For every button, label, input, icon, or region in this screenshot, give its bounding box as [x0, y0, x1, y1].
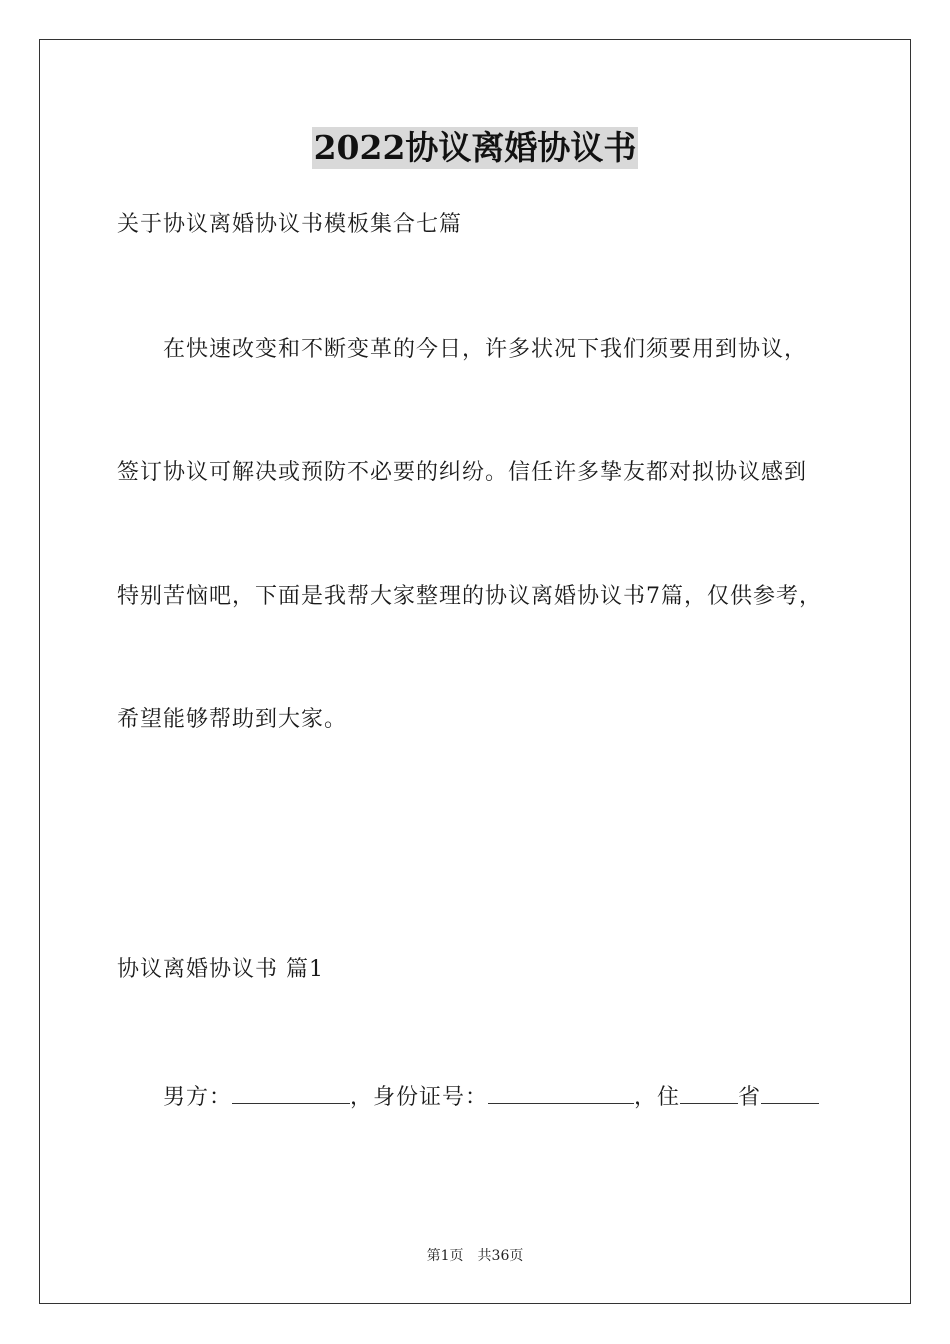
section-heading: 协议离婚协议书 篇1	[117, 957, 324, 982]
residence-blank[interactable]	[680, 1081, 738, 1104]
page-number: 第1页	[426, 1248, 464, 1264]
intro-line-3: 特别苦恼吧，下面是我帮大家整理的协议离婚协议书7篇，仅供参考，	[117, 584, 822, 609]
province-label: 省	[738, 1085, 762, 1110]
intro-line-1: 在快速改变和不断变革的今日，许多状况下我们须要用到协议，	[163, 337, 808, 362]
province-blank[interactable]	[761, 1081, 819, 1104]
intro-line-2: 签订协议可解决或预防不必要的纠纷。信任许多挚友都对拟协议感到	[117, 460, 808, 485]
page-total: 共36页	[477, 1248, 524, 1264]
male-name-blank[interactable]	[232, 1081, 350, 1104]
page-footer	[0, 1246, 950, 1266]
document-subtitle: 关于协议离婚协议书模板集合七篇	[117, 212, 463, 237]
id-number-blank[interactable]	[488, 1081, 634, 1104]
id-label: ，身份证号：	[350, 1085, 489, 1110]
male-label: 男方：	[163, 1085, 233, 1110]
title-container	[0, 127, 950, 169]
form-line	[163, 1081, 819, 1113]
document-title: 2022协议离婚协议书	[313, 128, 637, 167]
residence-label: ，住	[634, 1085, 681, 1110]
intro-line-4: 希望能够帮助到大家。	[117, 707, 348, 732]
